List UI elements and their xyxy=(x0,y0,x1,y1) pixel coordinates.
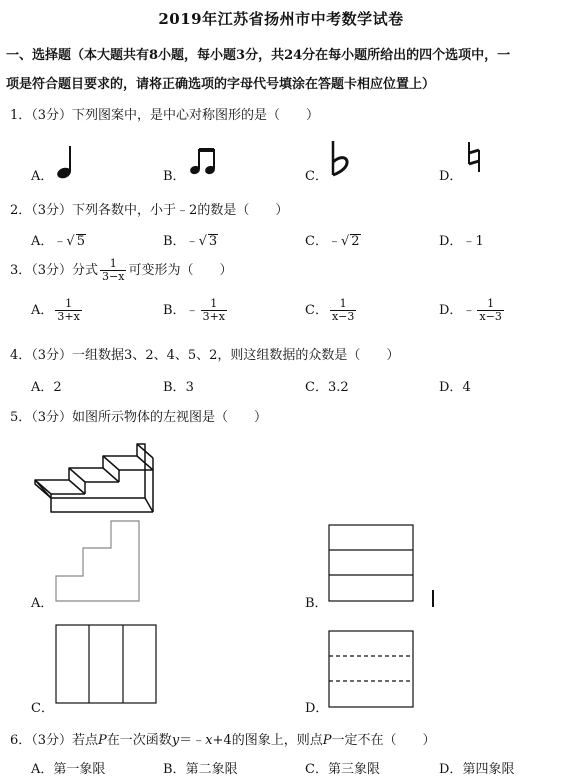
option-fraction xyxy=(55,298,81,323)
sqrt-sign-icon: √ xyxy=(198,234,207,249)
option-letter: C． xyxy=(305,762,328,777)
q6-option-c[interactable] xyxy=(305,758,380,777)
fraction-numerator: 1 xyxy=(100,258,126,271)
fraction-denominator: x−3 xyxy=(479,310,502,323)
q4-option-b[interactable] xyxy=(163,376,194,395)
text-cursor xyxy=(432,590,434,607)
fraction-numerator: 1 xyxy=(477,298,503,311)
option-letter: C． xyxy=(305,380,328,395)
q6-option-b[interactable] xyxy=(163,758,238,777)
question-4-stem: 4．（3分）一组数据3、2、4、5、2，则这组数据的众数是（ ） xyxy=(10,348,400,363)
q6-option-d[interactable] xyxy=(439,758,514,777)
q3-option-d[interactable] xyxy=(439,298,506,323)
flat-sign-icon xyxy=(330,140,352,180)
option-text: 3.2 xyxy=(327,380,349,395)
option-fraction xyxy=(330,298,356,323)
option-sign: ﹣ xyxy=(53,234,67,249)
q1-option-c-label[interactable]: C． xyxy=(305,169,328,184)
q4-option-c[interactable] xyxy=(305,376,349,395)
option-text: 第四象限 xyxy=(462,762,515,777)
fraction-numerator: 1 xyxy=(201,298,227,311)
q1-option-b-label[interactable]: B． xyxy=(163,169,186,184)
option-sign: ﹣ xyxy=(462,303,476,318)
q5-option-d-figure xyxy=(328,630,414,708)
stem-text: +4的图象上，则点 xyxy=(212,733,323,748)
fraction-numerator: 1 xyxy=(330,298,356,311)
option-letter: C． xyxy=(305,234,328,249)
q5-option-b-label[interactable]: B． xyxy=(305,596,328,611)
stair-object-figure xyxy=(30,442,160,514)
natural-sign-icon xyxy=(466,140,486,176)
fraction-numerator: 1 xyxy=(55,298,81,311)
stem-fraction xyxy=(100,258,126,283)
option-letter: D． xyxy=(439,234,463,249)
option-text: 第一象限 xyxy=(53,762,106,777)
q1-option-a-label[interactable]: A． xyxy=(31,169,54,184)
q3-option-a[interactable] xyxy=(31,298,84,323)
option-letter: D． xyxy=(439,380,463,395)
q5-option-b-figure xyxy=(328,524,414,602)
option-text: 2 xyxy=(53,380,62,395)
question-1-stem: 1．（3分）下列图案中，是中心对称图形的是（ ） xyxy=(10,108,320,123)
q5-option-a-figure xyxy=(55,520,140,602)
stem-text: 在一次函数 xyxy=(106,733,172,748)
option-fraction xyxy=(477,298,503,323)
q2-option-b[interactable] xyxy=(163,230,218,249)
option-text: 第三象限 xyxy=(327,762,380,777)
option-letter: C． xyxy=(305,303,328,318)
fraction-denominator: 3+x xyxy=(57,310,80,323)
fraction-denominator: 3−x xyxy=(102,270,125,283)
question-3-stem xyxy=(10,258,232,283)
option-text: 4 xyxy=(462,380,471,395)
q4-option-d[interactable] xyxy=(439,376,471,395)
q3-option-c[interactable] xyxy=(305,298,358,323)
q2-option-c[interactable] xyxy=(305,230,361,249)
radicand: 5 xyxy=(76,234,85,249)
fraction-denominator: 3+x xyxy=(202,310,225,323)
variable-y: y xyxy=(171,733,180,748)
radicand: 2 xyxy=(351,234,360,249)
q2-option-d[interactable] xyxy=(439,230,484,249)
option-letter: A． xyxy=(31,762,54,777)
sqrt-sign-icon: √ xyxy=(340,234,350,249)
option-letter: D． xyxy=(439,303,463,318)
option-fraction xyxy=(201,298,227,323)
page-title: 2019年江苏省扬州市中考数学试卷 xyxy=(158,10,404,28)
question-6-stem xyxy=(10,729,435,748)
stem-text: 一定不在（ ） xyxy=(331,733,436,748)
q3-option-b[interactable] xyxy=(163,298,229,323)
section-header-line2: 项是符合题目要求的，请将正确选项的字母代号填涂在答题卡相应位置上） xyxy=(6,77,436,92)
q2-option-a[interactable] xyxy=(31,230,86,249)
option-text: ﹣1 xyxy=(462,234,484,249)
radicand: 3 xyxy=(208,234,218,249)
option-letter: A． xyxy=(31,303,54,318)
option-sign: ﹣ xyxy=(327,234,341,249)
option-letter: B． xyxy=(163,380,186,395)
q6-option-a[interactable] xyxy=(31,758,105,777)
stem-text: 3．（3分）分式 xyxy=(10,263,99,278)
q5-option-a-label[interactable]: A． xyxy=(31,596,54,611)
q4-option-a[interactable] xyxy=(31,376,62,395)
variable-p: P xyxy=(322,733,332,748)
question-2-stem: 2．（3分）下列各数中，小于﹣2的数是（ ） xyxy=(10,203,289,218)
q1-option-d-label[interactable]: D． xyxy=(439,169,463,184)
stem-text: 可变形为（ ） xyxy=(128,263,233,278)
q5-option-d-label[interactable]: D． xyxy=(305,701,329,716)
stem-text: ＝﹣ xyxy=(179,733,206,748)
beamed-eighth-notes-icon xyxy=(190,147,220,177)
option-letter: A． xyxy=(31,380,54,395)
section-header-line1: 一、选择题（本大题共有8小题，每小题3分，共24分在每小题所给出的四个选项中，一 xyxy=(6,48,511,63)
option-letter: D． xyxy=(439,762,463,777)
sqrt-sign-icon: √ xyxy=(66,234,75,249)
option-letter: A． xyxy=(31,234,54,249)
variable-p: P xyxy=(98,733,107,748)
option-text: 第二象限 xyxy=(185,762,238,777)
question-5-stem: 5．（3分）如图所示物体的左视图是（ ） xyxy=(10,410,268,425)
option-sign: ﹣ xyxy=(185,303,199,318)
option-letter: B． xyxy=(163,762,186,777)
quarter-note-icon xyxy=(55,144,75,180)
option-letter: B． xyxy=(163,303,186,318)
q5-option-c-figure xyxy=(55,624,157,704)
fraction-denominator: x−3 xyxy=(331,310,355,323)
option-text: 3 xyxy=(185,380,194,395)
option-letter: B． xyxy=(163,234,186,249)
variable-x: x xyxy=(205,733,213,748)
q5-option-c-label[interactable]: C． xyxy=(31,701,54,716)
stem-text: 6．（3分）若点 xyxy=(10,733,99,748)
option-sign: ﹣ xyxy=(185,234,199,249)
